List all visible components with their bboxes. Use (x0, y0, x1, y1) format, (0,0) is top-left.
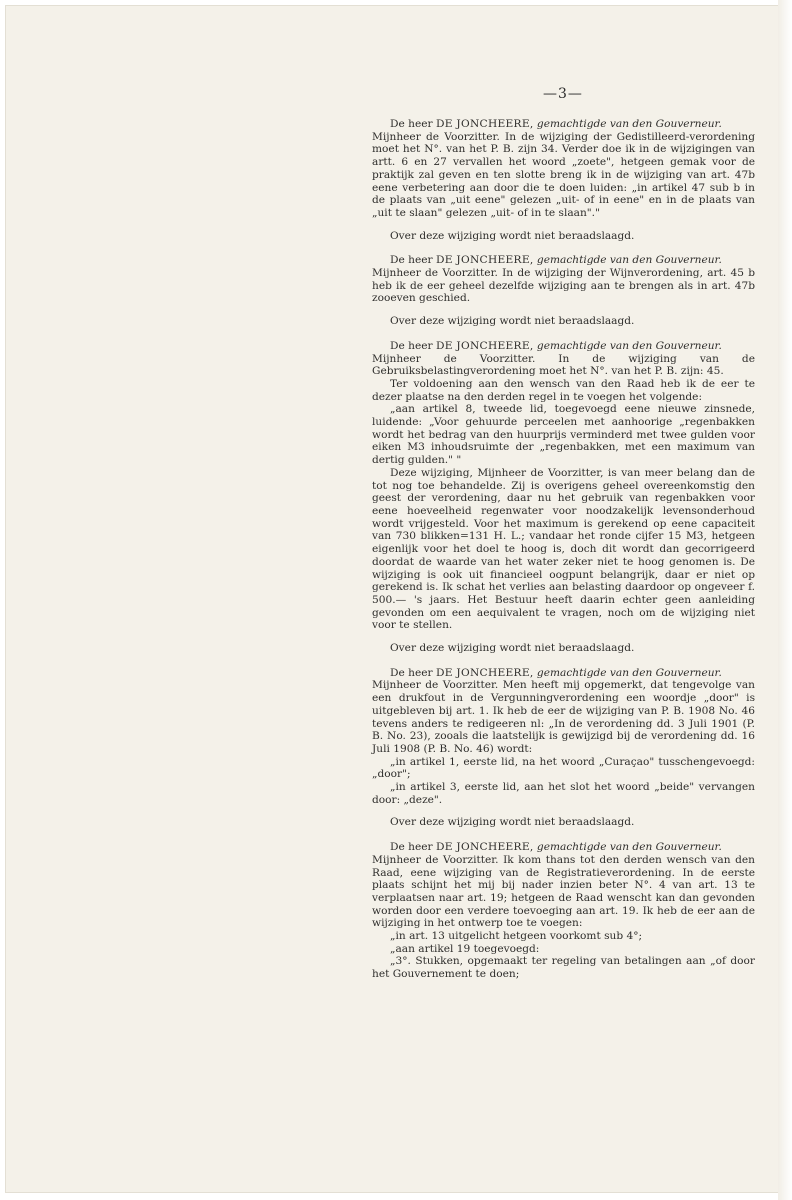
verdict-line: Over deze wijziging wordt niet beraadslaagd. (390, 229, 635, 242)
speech-block (372, 340, 755, 655)
speech-paragraph: Mijnheer de Voorzitter. In de wijziging der Wijnverordening, art. 45 b heb ik de eer geheel dezelfde wijziging aan te brengen als in art. 47b zooeven geschied. (372, 267, 755, 305)
speech-opening (372, 254, 755, 267)
speaker-role: gemachtigde van den Gouverneur. (536, 339, 722, 352)
speaker-name: DE JONCHEERE, (435, 666, 534, 679)
speaker-role: gemachtigde van den Gouverneur. (536, 666, 722, 679)
verdict-line: Over deze wijziging wordt niet beraadslaagd. (390, 642, 635, 655)
speech-paragraph: „3°. Stukken, opgemaakt ter regeling van betalingen aan „of door het Gouvernement te doen; (372, 955, 755, 981)
speaker-prefix: De heer (390, 666, 436, 679)
speech-paragraph: Mijnheer de Voorzitter. Men heeft mij opgemerkt, dat tengevolge van een drukfout in de Vergunningverordening een woordje „door" is uitgebleven bij art. 1. Ik heb de eer de wijziging van P. B. 1908 No. 46 tevens anders te redigeeren nl: „In de verordening dd. 3 Juli 1901 (P. B. No. 23), zooals die laatstelijk is gewijzigd bij de verordening dd. 16 Juli 1908 (P. B. No. 46) wordt: (372, 679, 755, 755)
speech-paragraph: Mijnheer de Voorzitter. Ik kom thans tot den derden wensch van den Raad, eene wijziging van de Registratieverordening. In de eerste plaats schijnt het mij bij nader inzien beter N°. 4 van art. 13 te verplaatsen naar art. 19; hetgeen de Raad wenscht kan dan gevonden worden door een verdere toevoeging aan art. 19. Ik heb de eer aan de wijziging in het ontwerp toe te voegen: (372, 853, 755, 930)
speaker-name: DE JONCHEERE, (435, 841, 534, 854)
speaker-name: DE JONCHEERE, (435, 339, 534, 352)
speaker-name: DE JONCHEERE, (435, 118, 534, 130)
speech-paragraph: „in art. 13 uitgelicht hetgeen voorkomt sub 4°; (390, 930, 643, 943)
speaker-prefix: De heer (390, 254, 436, 267)
page-edge-shadow (778, 0, 792, 1200)
speech-paragraph: „in artikel 1, eerste lid, na het woord „Curaçao" tusschengevoegd: „door"; (372, 755, 755, 781)
verdict-line: Over deze wijziging wordt niet beraadslaagd. (390, 315, 635, 328)
speech-paragraph: Mijnheer de Voorzitter. In de wijziging van de Gebruiksbelastingverordening moet het N°. van het P. B. zijn: 45. (372, 352, 755, 378)
speaker-role: gemachtigde van den Gouverneur. (536, 841, 722, 854)
speaker-role: gemachtigde van den Gouverneur. (536, 254, 722, 267)
speech-block (372, 254, 755, 328)
page-number: —3— (543, 86, 583, 102)
speaker-prefix: De heer (390, 841, 436, 854)
speech-opening (372, 841, 755, 854)
speech-opening (372, 667, 755, 680)
speaker-prefix: De heer (390, 339, 436, 352)
speech-opening (372, 340, 755, 353)
speech-paragraph: „aan artikel 8, tweede lid, toegevoegd eene nieuwe zinsnede, luidende: „Voor gehuurde perceelen met aanhoorige „regenbakken wordt het bedrag van den huurprijs verminderd met twee gulden voor eiken M3 inhoudsruimte der „regenbakken, met een maximum van dertig gulden." " (372, 403, 755, 467)
speaker-name: DE JONCHEERE, (435, 254, 534, 267)
speech-block (372, 667, 755, 829)
speech-paragraph: Ter voldoening aan den wensch van den Raad heb ik de eer te dezer plaatse na den derden regel in te voegen het volgende: (372, 377, 755, 403)
speech-paragraph: Deze wijziging, Mijnheer de Voorzitter, is van meer belang dan de tot nog toe behandelde. Zij is overigens geheel overeenkomstig den geest der verordening, daar nu het gebruik van regenbakken voor eene hoeveelheid regenwater voor noodzakelijk levensonderhoud wordt vrijgesteld. Voor het maximum is gerekend op eene capaciteit van 730 blikken=131 H. L.; vandaar het ronde cijfer 15 M3, hetgeen eigenlijk voor het doel te hoog is, doch dit wordt dan gecorrigeerd doordat de waarde van het water zeker niet te hoog genomen is. De wijziging is ook uit financieel oogpunt belangrijk, daar er niet op gerekend is. Ik schat het verlies aan belasting daardoor op ongeveer f. 500.— 's jaars. Het Bestuur heeft daarin echter geen aanleiding gevonden om een aequivalent te vragen, noch om de wijziging niet voor te stellen. (372, 466, 755, 632)
text-column (372, 118, 755, 981)
speech-paragraph: „aan artikel 19 toegevoegd: (390, 942, 540, 955)
speaker-prefix: De heer (390, 118, 436, 130)
speech-paragraph: Mijnheer de Voorzitter. In de wijziging der Gedistilleerd-verordening moet het N°. van het P. B. zijn 34. Verder doe ik in de wijzigingen van artt. 6 en 27 vervallen het woord „zoete", hetgeen gemak voor de praktijk zal geven en ten slotte breng ik in de wijziging van art. 47b eene verbetering aan door die te doen luiden: „in artikel 47 sub b in de plaats van „uit eene" gelezen „uit- of in eene" en in de plaats van „uit te slaan" gelezen „uit- of in te slaan"." (372, 130, 755, 219)
speech-paragraph: „in artikel 3, eerste lid, aan het slot het woord „beide" vervangen door: „deze". (372, 781, 755, 806)
speech-block (372, 841, 755, 981)
speaker-role: gemachtigde van den Gouverneur. (536, 118, 722, 130)
speech-block (372, 118, 755, 242)
verdict-line: Over deze wijziging wordt niet beraadslaagd. (390, 816, 635, 829)
speech-opening (372, 118, 755, 131)
